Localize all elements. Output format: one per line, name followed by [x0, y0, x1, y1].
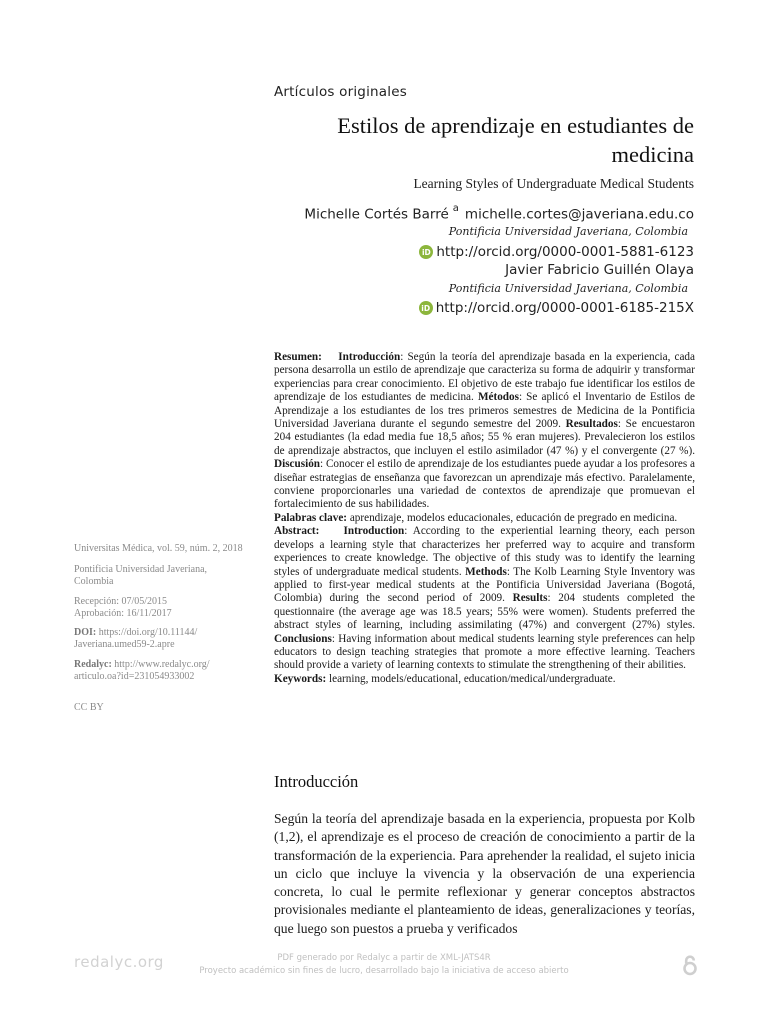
abstract-en-conclusions-text: : Having information about medical students learning style preferences can help educators to design teaching strategies that promote a more effective learning. Teachers should provide a variety of learning contexts to stimulate the strengthening of their abilities. [274, 632, 695, 672]
sidebar-publisher [74, 564, 264, 587]
author-1-orcid[interactable] [419, 244, 694, 260]
keywords-es-text: aprendizaje, modelos educacionales, educación de pregrado en medicina. [347, 511, 678, 524]
sidebar-redalyc-label: Redalyc: [74, 659, 112, 670]
author-1-marker: a [452, 203, 459, 214]
author-1-name: Michelle Cortés Barré [304, 206, 449, 223]
sidebar-dates [74, 596, 264, 619]
author-2-affiliation: Pontificia Universidad Javeriana, Colombia [448, 282, 688, 295]
section-label: Artículos originales [274, 84, 407, 100]
author-1 [304, 205, 694, 223]
keywords-es [274, 512, 695, 525]
introduction-heading: Introducción [274, 772, 359, 791]
orcid-icon: iD [419, 245, 433, 259]
sidebar-publisher-line2: Colombia [74, 575, 114, 587]
abstract-es-discussion-text: : Conocer el estilo de aprendizaje de los estudiantes puede ayudar a los profesores a diseñar estrategias de enseñanza que favorezcan un aprendizaje más efectivo. Paralelamente, conviene proporcionarles una variedad de contextos de aprendizaje que promuevan el fortalecimiento de sus habilidades. [274, 458, 695, 511]
sidebar-received: Recepción: 07/05/2015 [74, 596, 168, 607]
sidebar-redalyc-line1[interactable]: http://www.redalyc.org/ [111, 659, 210, 670]
keywords-en-text: learning, models/educational, education/medical/undergraduate. [326, 672, 616, 685]
author-1-affiliation: Pontificia Universidad Javeriana, Colombia [448, 225, 688, 238]
abstract-en-methods-text: : The Kolb Learning Style Inventory was applied to first-year medical students at the Pontificia Universidad Javeriana (Bogotá, Colombia) during the second period of 2009. [274, 565, 696, 605]
abstract-en-intro-label: Introduction [343, 525, 405, 538]
sidebar-doi[interactable] [74, 627, 264, 650]
sidebar-redalyc-line2[interactable]: articulo.oa?id=231054933002 [74, 670, 195, 682]
sidebar-doi-label: DOI: [74, 627, 97, 638]
abstract-en [274, 525, 695, 672]
abstract-en-label: Abstract: [274, 525, 320, 538]
article-subtitle: Learning Styles of Undergraduate Medical Students [413, 176, 694, 191]
sidebar-redalyc[interactable] [74, 659, 264, 682]
sidebar-approved: Aprobación: 16/11/2017 [74, 607, 172, 619]
abstract-es-results-text: : Se encuestaron 204 estudiantes (la edad media fue 18,5 años; 55 % eran mujeres). Prevalecieron los estilos de aprendizaje abstractos, que incluyen el estilo asimilador (47 %) y el convergente (27 %). [274, 418, 695, 457]
abstract-en-intro-text: : According to the experiential learning theory, each person develops a learning style that characterizes her preferred way to acquire and transform experiences to create knowledge. The objective of this study was to identify the learning styles of undergraduate medical students. [274, 525, 695, 578]
footer-project-note: Proyecto académico sin fines de lucro, desarrollado bajo la iniciativa de acceso abierto [199, 966, 569, 976]
footer-generated-note: PDF generado por Redalyc a partir de XML-JATS4R [277, 953, 491, 963]
introduction-paragraph: Según la teoría del aprendizaje basada en la experiencia, propuesta por Kolb (1,2), el aprendizaje es el proceso de creación de conocimiento a partir de la transformación de la experiencia. Para aprehender la realidad, el sujeto inicia un ciclo que incluye la vivencia y la observación de una experiencia concreta, lo cual le permite reflexionar y generar conceptos abstractos provisionales mediante el planteamiento de ideas, generalizaciones y teorías, que luego son puestos a prueba y verificados [274, 811, 695, 936]
sidebar-publisher-line1: Pontificia Universidad Javeriana, [74, 564, 208, 575]
abstract-es-intro-label: Introducción [338, 351, 401, 363]
abstract-es [274, 351, 695, 512]
abstract-es-results-label: Resultados [565, 418, 618, 431]
abstract-es-label: Resumen: [274, 351, 322, 363]
abstract-en-methods-label: Methods [465, 565, 507, 578]
redalyc-logo: redalyc.org [74, 953, 164, 971]
orcid-icon: iD [419, 301, 433, 315]
abstract-es-intro-text: : Según la teoría del aprendizaje basada en la experiencia, cada persona desarrolla un estilo de aprendizaje que caracteriza su forma de adquirir y transformar experiencias para crear conocimiento. El objetivo de este trabajo fue identificar los estilos de aprendizaje de los estudiantes de medicina. [274, 351, 695, 404]
sidebar-license: CC BY [74, 702, 104, 713]
author-1-orcid-link[interactable]: http://orcid.org/0000-0001-5881-6123 [436, 244, 694, 260]
abstract-en-results-label: Results [512, 592, 548, 605]
sidebar-doi-line2[interactable]: Javeriana.umed59-2.apre [74, 638, 175, 650]
abstract-es-discussion-label: Discusión [274, 458, 321, 471]
keywords-en-label: Keywords: [274, 672, 327, 685]
author-2-orcid-link[interactable]: http://orcid.org/0000-0001-6185-215X [435, 300, 694, 316]
abstract-en-conclusions-label: Conclusions [274, 632, 332, 645]
sidebar-doi-line1[interactable]: https://doi.org/10.11144/ [96, 627, 198, 638]
abstract-en-results-text: : 204 students completed the questionnaire (the average age was 18.5 years; 55% were women). Students preferred the abstract styles of learning, including assimilating (47%) and convergent (27%) styles. [274, 592, 695, 632]
abstract-es-methods-text: : Se aplicó el Inventario de Estilos de Aprendizaje a los estudiantes de los tres primeros semestres de Medicina de la Pontificia Universidad Javeriana durante el segundo semestre del 2009. [274, 391, 696, 431]
sidebar-journal: Universitas Médica, vol. 59, núm. 2, 2018 [74, 543, 243, 554]
keywords-es-label: Palabras clave: [274, 511, 348, 524]
author-1-email[interactable]: michelle.cortes@javeriana.edu.co [464, 206, 694, 223]
article-title: Estilos de aprendizaje en estudiantes de medicina [337, 113, 694, 167]
abstract-es-methods-label: Métodos [477, 391, 519, 404]
keywords-en [274, 673, 695, 686]
abstract-block [274, 351, 695, 686]
open-access-icon [682, 954, 698, 981]
author-2-name: Javier Fabricio Guillén Olaya [505, 262, 694, 278]
author-2-orcid[interactable] [419, 300, 694, 316]
